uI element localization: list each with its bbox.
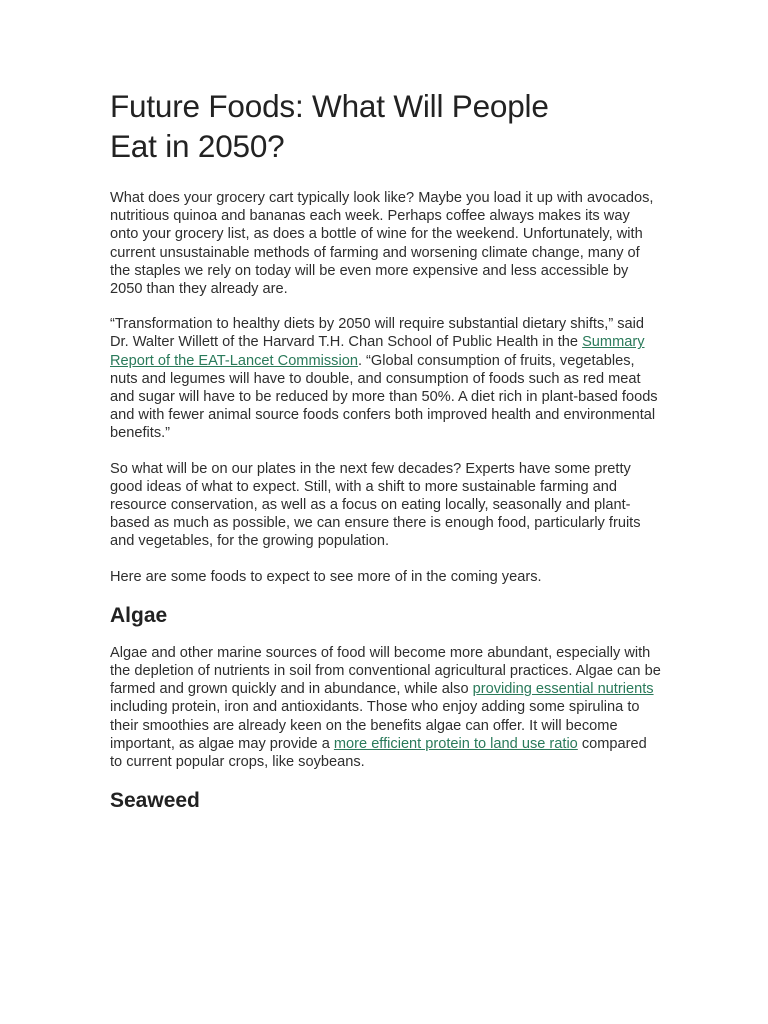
algae-text-end: compared to current popular crops, like soybeans. [110, 735, 647, 771]
section-heading-seaweed: Seaweed [110, 789, 200, 813]
algae-paragraph [110, 644, 662, 771]
title-line-1: Future Foods: What Will People [110, 88, 549, 124]
eat-lancet-report-link[interactable]: Summary Report of the EAT-Lancet Commission [110, 334, 645, 369]
outlook-paragraph: So what will be on our plates in the next few decades? Experts have some pretty good ideas of what to expect. Still, with a shift to more sustainable farming and resource conservation, as well as a focus on eating locally, seasonally and plant-based as much as possible, we can ensure there is enough food, particularly fruits and vegetables, for the growing population. [110, 460, 641, 550]
algae-text-mid: including protein, iron and antioxidants. Those who enjoy adding some spirulina to their smoothies are already keen on the benefits algae can offer. It will become important, as algae may provide a [110, 699, 640, 752]
essential-nutrients-link[interactable]: providing essential nutrients [472, 681, 654, 698]
article [110, 86, 662, 830]
section-heading-algae: Algae [110, 603, 168, 627]
quote-text-end: . “Global consumption of fruits, vegetables, nuts and legumes will have to double, and consumption of foods such as red meat and sugar will have to be reduced by more than 50%. A diet rich in plant-based foods and with fewer animal source foods confers both improved health and environmental benefits.” [110, 352, 658, 442]
page-title [110, 86, 662, 166]
quote-paragraph [110, 315, 662, 442]
algae-text-start: Algae and other marine sources of food will become more abundant, especially with the depletion of nutrients in soil from conventional agricultural practices. Algae can be farmed and grown quickly and in abundance, while also [110, 644, 661, 698]
protein-land-use-link[interactable]: more efficient protein to land use ratio [333, 735, 578, 752]
foods-intro-paragraph: Here are some foods to expect to see more of in the coming years. [110, 568, 542, 585]
title-line-2: Eat in 2050? [110, 128, 285, 164]
intro-paragraph: What does your grocery cart typically look like? Maybe you load it up with avocados, nutritious quinoa and bananas each week. Perhaps coffee always makes its way onto your grocery list, as does a bottle of wine for the weekend. Unfortunately, with current unsustainable methods of farming and worsening climate change, many of the staples we rely on today will be even more expensive and less accessible by 2050 than they already are. [110, 190, 654, 298]
quote-text-start: “Transformation to healthy diets by 2050 will require substantial dietary shifts,” said Dr. Walter Willett of the Harvard T.H. Chan School of Public Health in the [110, 316, 645, 351]
